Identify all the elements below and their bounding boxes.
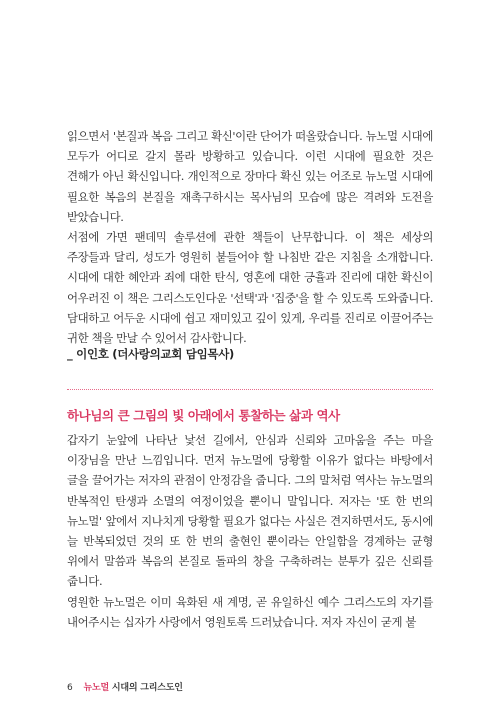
review-1-body — [67, 126, 433, 348]
review-2-heading: 하나님의 큰 그림의 빛 아래에서 통찰하는 삶과 역사 — [67, 408, 340, 423]
review-1-paragraph-2: 서점에 가면 팬데믹 솔루션에 관한 책들이 난무합니다. 이 책은 세상의 주장들과 달리, 성도가 영원히 붙들어야 할 나침반 같은 지침을 소개합니다. 시대에 대한 혜안과 죄에 대한 탄식, 영혼에 대한 긍휼과 진리에 대한 확신이 어우러진 이 책은 그리스도인다운 '선택'과 '집중'을 할 수 있도록 도와줍니다. 담대하고 어두운 시대에 쉽고 재미있고 깊이 있게, 우리를 진리로 이끌어주는 귀한 책을 만날 수 있어서 감사합니다. — [67, 230, 433, 346]
page-footer — [67, 680, 183, 693]
review-2-paragraph-2: 영원한 뉴노멀은 이미 육화된 새 계명, 곧 유일하신 예수 그리스도의 자기를 내어주시는 십자가 사랑에서 영원토록 드러났습니다. 저자 자신이 굳게 붙 — [67, 594, 433, 629]
book-title-highlight: 뉴노멀 — [83, 683, 109, 693]
review-2-body — [67, 430, 433, 632]
review-1-attribution: _ 이인호 (더사랑의교회 담임목사) — [67, 347, 234, 361]
page-number: 6 — [67, 683, 73, 693]
review-1-paragraph-1: 읽으면서 '본질과 복음 그리고 확신'이란 단어가 떠올랐습니다. 뉴노멀 시대에 모두가 어디로 갈지 몰라 방황하고 있습니다. 이런 시대에 필요한 것은 견해가 아닌 확신입니다. 개인적으로 장마다 확신 있는 어조로 뉴노멀 시대에 필요한 복음의 본질을 재촉구하시는 목사님의 모습에 많은 격려와 도전을 받았습니다. — [67, 129, 433, 224]
section-divider — [67, 389, 433, 390]
review-2-paragraph-1: 갑자기 눈앞에 나타난 낯선 길에서, 안심과 신뢰와 고마움을 주는 마을 이장님을 만난 느낌입니다. 먼저 뉴노멀에 당황할 이유가 없다는 바탕에서 글을 끌어가는 저자의 관점이 안정감을 줍니다. 그의 말처럼 역사는 뉴노멀의 반복적인 탄생과 소멸의 여정이었을 뿐이니 말입니다. 저자는 '또 한 번의 뉴노멀' 앞에서 지나치게 당황할 필요가 없다는 사실은 견지하면서도, 동시에 늘 반복되었던 것의 또 한 번의 출현인 뿐이라는 안일함을 경계하는 균형 위에서 말씀과 복음의 본질로 돌파의 창을 구축하려는 분투가 깊은 신뢰를 줍니다. — [67, 433, 433, 589]
book-title-rest: 시대의 그리스도인 — [111, 683, 183, 693]
